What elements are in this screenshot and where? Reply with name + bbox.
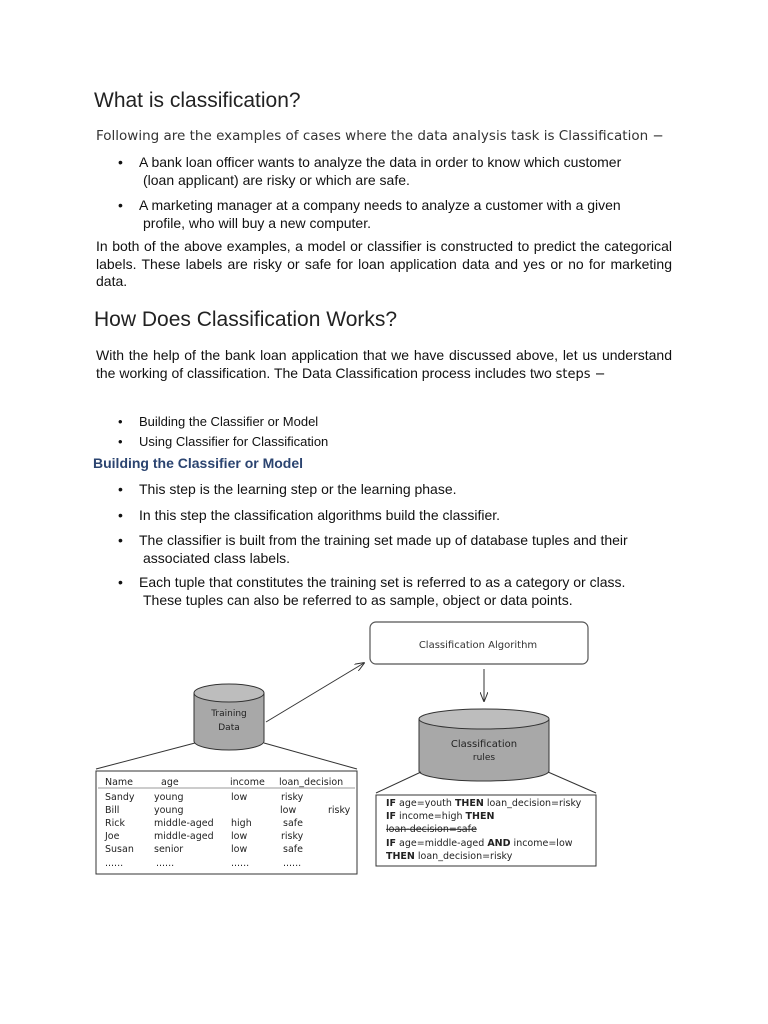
list-item-line: (loan applicant) are risky or which are safe. xyxy=(143,171,410,188)
diagonal-arrow-icon xyxy=(266,663,364,722)
table-cell: Susan xyxy=(105,844,134,855)
bullet-icon: • xyxy=(118,414,123,429)
table-cell: low xyxy=(280,805,297,816)
bullet-icon: • xyxy=(118,154,123,170)
table-header-cell: Name xyxy=(105,777,134,788)
table-cell: young xyxy=(154,792,184,803)
bullet-icon: • xyxy=(118,481,123,497)
table-cell: Bill xyxy=(105,805,120,816)
table-cell: middle-aged xyxy=(154,818,214,829)
table-cell: risky xyxy=(328,805,351,816)
rule-line: THEN loan_decision=risky xyxy=(386,851,513,862)
heading-how-classification-works: How Does Classification Works? xyxy=(94,308,398,331)
rule-line: IF income=high THEN xyxy=(386,811,495,822)
table-cell: Joe xyxy=(105,831,120,842)
list-item-line: In this step the classification algorithms build the classifier. xyxy=(139,507,501,523)
paragraph: In both of the above examples, a model or classifier is constructed to predict the categorical labels. These labels are risky or safe for loan application data and yes or no for marketing data. xyxy=(96,238,672,289)
list-item-text: Using Classifier for Classification xyxy=(139,434,329,449)
table-cell: low xyxy=(231,831,248,842)
table-cell: middle-aged xyxy=(154,831,214,842)
table-cell: low xyxy=(231,844,248,855)
bullet-icon: • xyxy=(118,434,123,449)
list-item-line: The classifier is built from the training set made up of database tuples and their xyxy=(139,532,628,548)
table-cell: young xyxy=(154,805,184,816)
list-item-line: Each tuple that constitutes the training set is referred to as a category or class. xyxy=(139,574,626,590)
table-cell: ...... xyxy=(105,858,124,869)
table-cell: ...... xyxy=(231,858,250,869)
list-item-line: This step is the learning step or the learning phase. xyxy=(139,481,457,497)
table-cell: low xyxy=(231,792,248,803)
bullet-icon: • xyxy=(118,532,123,548)
table-cell: risky xyxy=(281,831,304,842)
rule-line: IF age=youth THEN loan_decision=risky xyxy=(386,798,582,809)
list-item-line: These tuples can also be referred to as sample, object or data points. xyxy=(143,591,573,608)
table-cell: Rick xyxy=(105,818,125,829)
list-item-text: Building the Classifier or Model xyxy=(139,414,319,429)
rule-line: IF age=middle-aged AND income=low xyxy=(386,838,573,849)
bullet-icon: • xyxy=(118,574,123,590)
paragraph-text-end: steps − xyxy=(555,366,606,382)
list-item-line: profile, who will buy a new computer. xyxy=(143,214,371,231)
table-cell: safe xyxy=(283,844,303,855)
table-cell: safe xyxy=(283,818,303,829)
bullet-icon: • xyxy=(118,507,123,523)
subheading-building-classifier: Building the Classifier or Model xyxy=(93,455,304,471)
list-item-line: associated class labels. xyxy=(143,549,291,566)
table-cell: high xyxy=(231,818,252,829)
classification-algorithm-label: Classification Algorithm xyxy=(418,640,538,651)
classification-rules-label: Classification xyxy=(450,739,518,750)
table-cell: ...... xyxy=(156,858,175,869)
paragraph-text: With the help of the bank loan application that we have discussed above, let us understand the working of classification. The Data Classification process includes two xyxy=(96,347,672,381)
table-header-cell: loan_decision xyxy=(279,777,344,788)
table-cell: ...... xyxy=(283,858,302,869)
table-cell: risky xyxy=(281,792,304,803)
table-cell: senior xyxy=(154,844,184,855)
heading-what-is-classification: What is classification? xyxy=(94,89,301,112)
bullet-icon: • xyxy=(118,197,123,213)
classification-rules-label: rules xyxy=(472,753,496,763)
list-item-line: A marketing manager at a company needs to analyze a customer with a given xyxy=(139,197,621,213)
rule-line: loan-decision=safe xyxy=(386,824,477,835)
intro-text: Following are the examples of cases where the data analysis task is Classification − xyxy=(96,128,664,144)
table-header-cell: income xyxy=(230,777,265,788)
table-header-cell: age xyxy=(161,777,179,788)
training-data-label: Training xyxy=(211,709,247,719)
list-item-line: A bank loan officer wants to analyze the data in order to know which customer xyxy=(139,154,622,170)
training-data-label: Data xyxy=(218,723,240,733)
table-cell: Sandy xyxy=(105,792,135,803)
